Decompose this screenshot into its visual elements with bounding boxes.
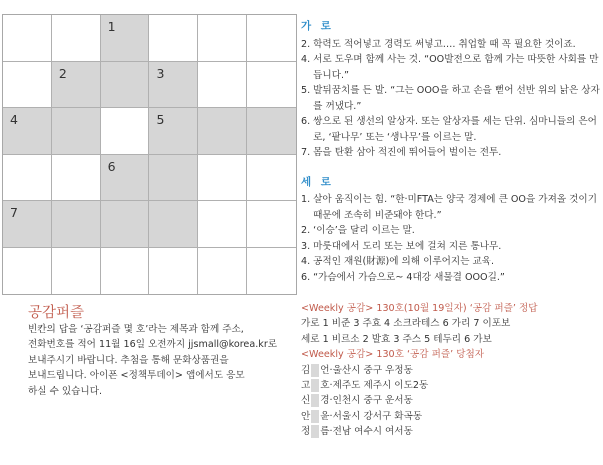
results-panel [301, 301, 601, 440]
clue-text: 쌍으로 된 생선의 알상자. 또는 알상자를 세는 단위. 심마니들의 은어로, ‘팥나무’ 또는 ‘생나무’를 이르는 말. [313, 116, 597, 143]
down-clue-list [301, 192, 601, 285]
answer-cell[interactable] [52, 62, 101, 109]
winner-surname: 정 [301, 426, 311, 438]
clue-number: 5 [156, 112, 165, 127]
answer-cell[interactable] [247, 108, 296, 155]
answer-cell[interactable] [101, 15, 150, 62]
filled-cell [52, 155, 101, 202]
answer-across: 가로 1 비준 3 주효 4 소크라테스 6 가리 7 이포보 [301, 318, 511, 330]
filled-cell [3, 15, 52, 62]
clue-num: 6. [301, 116, 311, 127]
filled-cell [149, 248, 198, 295]
answer-cell[interactable] [101, 155, 150, 202]
winner-surname: 고 [301, 380, 311, 392]
down-title: 세 로 [301, 175, 334, 188]
filled-cell [247, 248, 296, 295]
clue-num: 6. [301, 271, 311, 283]
filled-cell [247, 15, 296, 62]
filled-cell [198, 62, 247, 109]
name-mask [311, 394, 319, 407]
winner-detail: 경·인천시 중구 운서동 [320, 395, 413, 407]
winner-entry [301, 378, 601, 393]
across-title: 가 로 [301, 20, 334, 32]
clue-num: 2. [301, 38, 311, 50]
crossword-grid [2, 14, 297, 295]
answer-heading: <Weekly 공감> 130호(10월 19일자) ‘공감 퍼즐’ 정답 [301, 303, 538, 314]
instruction-line: 하실 수 있습니다. [28, 385, 103, 397]
filled-cell [198, 155, 247, 202]
clue-num: 3. [301, 240, 311, 252]
clue-num: 4. [301, 256, 311, 267]
filled-cell [247, 62, 296, 109]
filled-cell [198, 15, 247, 62]
filled-cell [52, 248, 101, 295]
answer-cell[interactable] [149, 108, 198, 155]
answer-cell[interactable] [149, 62, 198, 109]
clue-number: 7 [10, 205, 18, 220]
clue-text: ‘이승’을 달리 이르는 말. [313, 225, 415, 236]
answer-cell[interactable] [3, 108, 52, 155]
winner-surname: 신 [301, 395, 311, 407]
filled-cell [198, 201, 247, 248]
clue-number: 3 [156, 65, 165, 81]
filled-cell [198, 248, 247, 295]
clue-text: “가슴에서 가슴으로~ 4대강 새물결 OOO길.” [313, 271, 505, 283]
across-clue [301, 83, 601, 114]
answer-down: 세로 1 비르소 2 발효 3 주스 5 테두리 6 가보 [301, 333, 492, 345]
down-clue [301, 270, 601, 286]
name-mask [311, 410, 319, 423]
clue-panel [301, 19, 601, 285]
down-clue [301, 254, 601, 270]
down-section [301, 175, 601, 286]
filled-cell [149, 15, 198, 62]
filled-cell [101, 108, 150, 155]
filled-cell [3, 248, 52, 295]
answer-cell[interactable] [52, 201, 101, 248]
clue-num: 7. [301, 147, 311, 158]
filled-cell [247, 201, 296, 248]
winner-detail: 언·울산시 중구 우정동 [320, 364, 413, 376]
winner-detail: 름·전남 여수시 여서동 [320, 426, 413, 438]
puzzle-title: 공감퍼즐 [28, 305, 85, 321]
clue-num: 4. [301, 54, 311, 65]
winner-entry [301, 363, 601, 378]
down-clue [301, 192, 601, 223]
answer-cell[interactable] [149, 155, 198, 202]
clue-number: 6 [107, 158, 116, 174]
clue-text: 공적인 재원(財源)에 의해 이루어지는 교육. [313, 256, 495, 267]
winner-surname: 김 [301, 364, 311, 376]
winner-entry [301, 424, 601, 439]
clue-num: 5. [301, 85, 311, 96]
across-clue [301, 145, 601, 161]
name-mask [311, 364, 319, 377]
winner-detail: 호·제주도 제주시 이도2동 [320, 380, 429, 392]
filled-cell [101, 248, 150, 295]
clue-text: 발뒤꿈치를 든 발. “그는 OOO을 하고 손을 뻗어 선반 위의 낡은 상자를 꺼냈다.” [313, 85, 600, 112]
instruction-line: 빈칸의 답을 ‘공감퍼즐 몇 호’라는 제목과 함께 주소, [28, 324, 244, 335]
winners-list [301, 363, 601, 440]
down-clue [301, 239, 601, 255]
clue-num: 2. [301, 225, 311, 236]
instruction-line: 보내주시기 바랍니다. 추첨을 통해 문화상품권을 [28, 354, 229, 366]
filled-cell [3, 62, 52, 109]
winner-entry [301, 393, 601, 408]
winner-surname: 안 [301, 410, 311, 422]
across-clue [301, 37, 601, 53]
clue-text: 살아 움직이는 힘. “한·미FTA는 양국 경제에 큰 OO을 가져올 것이기 때문에 조속히 비준돼야 한다.” [313, 194, 597, 221]
name-mask [311, 379, 319, 392]
filled-cell [52, 15, 101, 62]
answer-cell[interactable] [101, 62, 150, 109]
across-clue [301, 114, 601, 145]
clue-number: 1 [107, 19, 116, 34]
winner-detail: 윤·서울시 강서구 화곡동 [320, 410, 423, 422]
across-clue [301, 52, 601, 83]
clue-num: 1. [301, 194, 311, 205]
winner-entry [301, 409, 601, 424]
filled-cell [247, 155, 296, 202]
answer-cell[interactable] [101, 201, 150, 248]
down-clue [301, 223, 601, 239]
clue-text: 마룻대에서 도리 또는 보에 걸쳐 지른 통나무. [313, 240, 502, 252]
filled-cell [3, 155, 52, 202]
across-clue-list [301, 37, 601, 161]
clue-number: 2 [58, 65, 67, 81]
clue-text: 서로 도우며 함께 사는 것. “OO발전으로 함께 가는 따뜻한 사회를 만듭니다.” [313, 54, 599, 81]
instruction-line: 보내드립니다. 아이폰 <정책투데이> 앱에서도 응모 [28, 370, 245, 382]
answer-cell[interactable] [52, 108, 101, 155]
name-mask [311, 425, 319, 438]
across-section [301, 19, 601, 161]
instruction-line: 전화번호를 적어 11월 16일 오전까지 jjsmall@korea.kr로 [28, 339, 278, 351]
clue-text: 학력도 적어넣고 경력도 써넣고…. 취업할 때 꼭 필요한 것이죠. [313, 38, 576, 50]
answer-cell[interactable] [3, 201, 52, 248]
winners-heading: <Weekly 공감> 130호 ‘공감 퍼즐’ 당첨자 [301, 349, 485, 361]
clue-text: 몸을 탄환 삼아 적진에 뛰어들어 벌이는 전투. [313, 147, 502, 158]
entry-instructions [28, 322, 303, 399]
answer-cell[interactable] [198, 108, 247, 155]
clue-number: 4 [10, 112, 18, 127]
answer-cell[interactable] [149, 201, 198, 248]
